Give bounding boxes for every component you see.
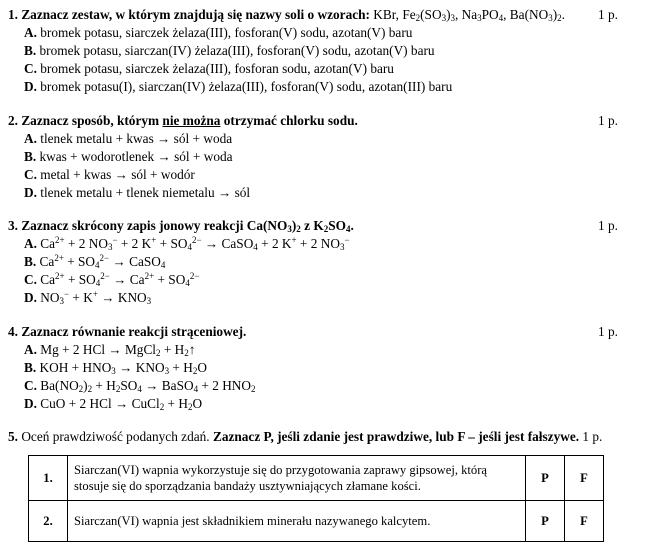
question-3-points: 1 p. [598,218,618,233]
answer-option-2b[interactable]: B. kwas + wodorotlenek → sól + woda [24,149,233,164]
question-5 [8,428,648,446]
table-row [29,501,604,542]
question-1-header [8,6,648,24]
answer-option-4d[interactable]: D. CuO + 2 HCl → CuCl$_2$ + $H_2O$ [24,396,203,412]
answer-option-3d[interactable]: D. $NO_3^- + K^+ \to KNO_3$ [24,289,152,306]
question-3-header [8,217,648,235]
table-row [29,456,604,501]
question-4-header [8,323,648,341]
answer-option-3a[interactable]: A. $Ca^{2+} + 2$ $NO_3^- + 2$ $K^+ + SO_4^{2-}$ → CaSO$_4$ + 2 K+ + 2 $NO_3^-$ [24,235,350,252]
answer-option-4c[interactable]: C. $Ba(NO_2)_2 + H_2SO_4$ → BaSO$_4$ + 2 $HNO_2$ [24,378,256,394]
question-5-header [8,428,648,446]
statement-text: Siarczan(VI) wapnia jest składnikiem minerału nazywanego kalcytem. [68,501,526,542]
answer-option-1d[interactable]: D. bromek potasu(I), siarczan(IV) żelaza(III), fosforan(V) sodu, azotan(III) baru [24,79,453,94]
answer-option-2a[interactable]: A. tlenek metalu + kwas → sól + woda [24,131,233,146]
question-1-title: 1. Zaznacz zestaw, w którym znajdują się nazwy soli o wzorach: KBr, $Fe_2(SO_3)_3$, $Na_3PO_4$, $Ba(NO_3)_2$. [8,7,565,23]
question-2-header [8,112,648,130]
row-number: 2. [29,501,68,542]
false-option-cell[interactable]: F [565,501,604,542]
question-4 [8,323,648,413]
answer-option-2d[interactable]: D. tlenek metalu + tlenek niemetalu → sól [24,185,251,200]
answer-option-4b[interactable]: B. KOH + $HNO_3 \to KNO_3 + H_2O$ [24,360,207,376]
true-false-table [28,455,604,542]
answer-option-4a[interactable]: A. Mg + 2 HCl → MgCl$_2$ + $H_2↑$ [24,342,196,358]
answer-option-2c[interactable]: C. metal + kwas → sól + wodór [24,167,195,182]
answer-option-1a[interactable]: A. bromek potasu, siarczek żelaza(III), fosforan(V) sodu, azotan(V) baru [24,25,413,40]
answer-option-3b[interactable]: B. $Ca^{2+} + SO_4^{2-}$ → CaSO$_4$ [24,253,166,270]
answer-option-3c[interactable]: C. $Ca^{2+} + SO_4^{2-} \to Ca^{2+} + SO_4^{2-}$ [24,271,200,288]
question-1-points: 1 p. [598,7,618,22]
row-number: 1. [29,456,68,501]
true-option-cell[interactable]: P [526,501,565,542]
question-2-title: 2. Zaznacz sposób, którym nie można otrzymać chlorku sodu. [8,113,358,128]
question-3 [8,217,648,307]
true-option-cell[interactable]: P [526,456,565,501]
question-4-title: 4. Zaznacz równanie reakcji strąceniowej. [8,324,247,339]
question-5-title: 5. Oceń prawdziwość podanych zdań. Zaznacz P, jeśli zdanie jest prawdziwe, lub F – jeśli jest fałszywe. 1 p. [8,429,603,444]
answer-option-1b[interactable]: B. bromek potasu, siarczan(IV) żelaza(III), fosforan(V) sodu, azotan(V) baru [24,43,435,58]
question-1 [8,6,648,96]
answer-option-1c[interactable]: C. bromek potasu, siarczek żelaza(III), fosforan sodu, azotan(V) baru [24,61,394,76]
question-4-points: 1 p. [598,324,618,339]
false-option-cell[interactable]: F [565,456,604,501]
question-2 [8,112,648,202]
statement-text: Siarczan(VI) wapnia wykorzystuje się do przygotowania zaprawy gipsowej, którą stosuje się do sporządzania bandaży usztywniających złamane kości. [68,456,526,501]
question-2-points: 1 p. [598,113,618,128]
question-3-title: 3. Zaznacz skrócony zapis jonowy reakcji $Ca(NO_3)_2$ z $K_2SO_4$. [8,218,354,234]
